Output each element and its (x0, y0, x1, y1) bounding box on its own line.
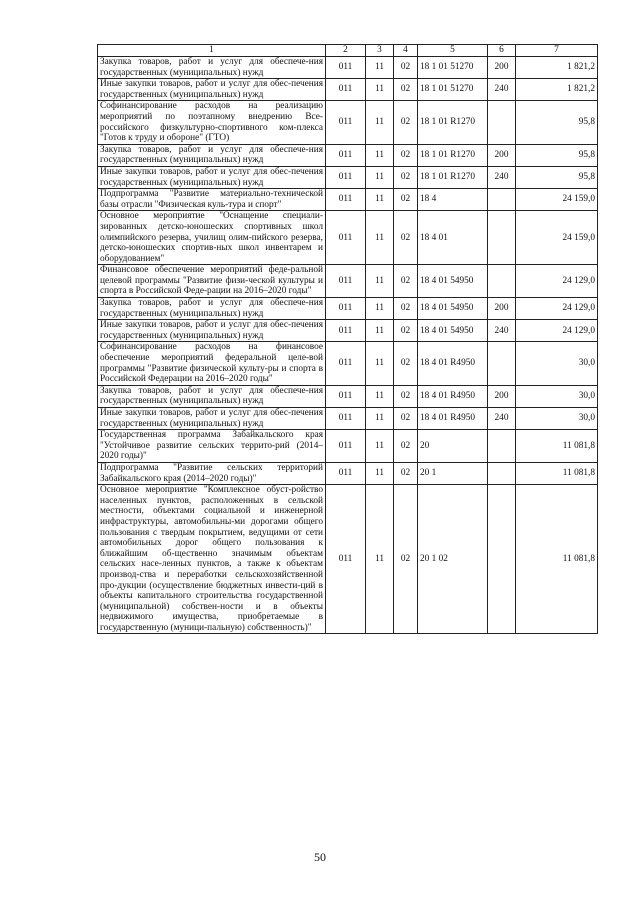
row-grbs-code: 011 (326, 342, 366, 385)
row-target-article: 18 1 01 R1270 (418, 101, 488, 144)
row-target-article: 20 1 02 (418, 485, 488, 634)
row-amount: 11 081,8 (516, 485, 598, 634)
row-amount: 1 821,2 (516, 57, 598, 79)
row-subsection-code: 02 (394, 101, 418, 144)
row-grbs-code: 011 (326, 144, 366, 166)
table-row (98, 342, 598, 385)
row-section-code: 11 (366, 101, 394, 144)
table-row (98, 385, 598, 407)
row-amount: 95,8 (516, 166, 598, 188)
row-section-code: 11 (366, 485, 394, 634)
row-expense-type (488, 265, 516, 298)
row-grbs-code: 011 (326, 211, 366, 265)
row-amount: 1 821,2 (516, 79, 598, 101)
row-grbs-code: 011 (326, 166, 366, 188)
row-grbs-code: 011 (326, 408, 366, 430)
row-section-code: 11 (366, 211, 394, 265)
row-grbs-code: 011 (326, 298, 366, 320)
page-number: 50 (314, 850, 326, 864)
row-amount: 24 129,0 (516, 298, 598, 320)
row-target-article: 18 4 01 R4950 (418, 385, 488, 407)
row-section-code: 11 (366, 79, 394, 101)
header-col-6: 6 (488, 45, 516, 57)
header-col-3: 3 (366, 45, 394, 57)
row-expense-type (488, 342, 516, 385)
row-expense-type: 200 (488, 298, 516, 320)
row-expense-type (488, 211, 516, 265)
table-row (98, 79, 598, 101)
row-grbs-code: 011 (326, 462, 366, 484)
row-amount: 30,0 (516, 408, 598, 430)
header-col-2: 2 (326, 45, 366, 57)
row-expense-type (488, 430, 516, 463)
row-amount: 24 159,0 (516, 211, 598, 265)
row-section-code: 11 (366, 385, 394, 407)
row-expense-type: 200 (488, 144, 516, 166)
header-col-7: 7 (516, 45, 598, 57)
row-expense-type (488, 101, 516, 144)
row-name: Иные закупки товаров, работ и услуг для обес-печения государственных (муниципальных) нужд (98, 166, 326, 188)
row-name: Основное мероприятие "Комплексное обуст-ройство населенных пунктов, расположенных в сельской местности, объектами социальной и инженерной инфраструктуры, автомобильны-ми дорогами общего пользования с твердым покрытием, ведущими от сети автомобильных дорог общего пользования к ближайшим об-щественно значимым объектам сельских насе-ленных пунктов, а также к объектам производ-ства и переработки сельскохозяйственной про-дукции (осуществление бюджетных инвести-ций в объекты капитального строительства государственной (муниципальной) собствен-ности и в объекты недвижимого имущества, приобретаемые в государственную (муници-пальную) собственность)" (98, 485, 326, 634)
row-name: Софинансирование расходов на реализацию мероприятий по поэтапному внедрению Все-российского физкультурно-спортивного ком-плекса "Готов к труду и обороне" (ГТО) (98, 101, 326, 144)
header-col-1: 1 (98, 45, 326, 57)
row-name: Финансовое обеспечение мероприятий феде-ральной целевой программы "Развитие физи-ческой культуры и спорта в Российской Феде-рации на 2016–2020 годы" (98, 265, 326, 298)
row-section-code: 11 (366, 342, 394, 385)
row-target-article: 18 1 01 51270 (418, 57, 488, 79)
row-section-code: 11 (366, 408, 394, 430)
table-header-row (98, 45, 598, 57)
row-amount: 30,0 (516, 342, 598, 385)
row-expense-type: 240 (488, 408, 516, 430)
table-row (98, 320, 598, 342)
table-row (98, 211, 598, 265)
row-subsection-code: 02 (394, 298, 418, 320)
row-target-article: 18 4 01 54950 (418, 298, 488, 320)
row-subsection-code: 02 (394, 144, 418, 166)
row-amount: 95,8 (516, 144, 598, 166)
table-row (98, 265, 598, 298)
row-target-article: 20 (418, 430, 488, 463)
row-grbs-code: 011 (326, 79, 366, 101)
table-row (98, 298, 598, 320)
row-target-article: 18 4 01 R4950 (418, 408, 488, 430)
row-amount: 30,0 (516, 385, 598, 407)
row-name: Иные закупки товаров, работ и услуг для обес-печения государственных (муниципальных) нужд (98, 408, 326, 430)
row-name: Иные закупки товаров, работ и услуг для обес-печения государственных (муниципальных) нужд (98, 79, 326, 101)
table-row (98, 430, 598, 463)
row-expense-type: 200 (488, 57, 516, 79)
row-section-code: 11 (366, 166, 394, 188)
table-row (98, 144, 598, 166)
row-section-code: 11 (366, 189, 394, 211)
table-row (98, 57, 598, 79)
row-target-article: 18 4 01 54950 (418, 265, 488, 298)
row-expense-type (488, 462, 516, 484)
row-subsection-code: 02 (394, 166, 418, 188)
row-grbs-code: 011 (326, 265, 366, 298)
row-name: Закупка товаров, работ и услуг для обеспече-ния государственных (муниципальных) нужд (98, 57, 326, 79)
row-expense-type: 200 (488, 385, 516, 407)
budget-table (97, 44, 598, 634)
row-grbs-code: 011 (326, 430, 366, 463)
row-section-code: 11 (366, 57, 394, 79)
row-expense-type: 240 (488, 166, 516, 188)
table-body (98, 57, 598, 634)
row-section-code: 11 (366, 430, 394, 463)
header-col-5: 5 (418, 45, 488, 57)
row-name: Иные закупки товаров, работ и услуг для обес-печения государственных (муниципальных) нужд (98, 320, 326, 342)
row-subsection-code: 02 (394, 211, 418, 265)
table-row (98, 189, 598, 211)
row-expense-type (488, 189, 516, 211)
row-subsection-code: 02 (394, 485, 418, 634)
row-grbs-code: 011 (326, 101, 366, 144)
row-grbs-code: 011 (326, 385, 366, 407)
row-subsection-code: 02 (394, 189, 418, 211)
row-target-article: 18 1 01 R1270 (418, 166, 488, 188)
row-subsection-code: 02 (394, 57, 418, 79)
row-amount: 95,8 (516, 101, 598, 144)
row-target-article: 18 4 01 R4950 (418, 342, 488, 385)
row-name: Государственная программа Забайкальского края "Устойчивое развитие сельских террито-рий (2014–2020 годы)" (98, 430, 326, 463)
row-subsection-code: 02 (394, 79, 418, 101)
row-target-article: 20 1 (418, 462, 488, 484)
row-target-article: 18 1 01 R1270 (418, 144, 488, 166)
header-col-4: 4 (394, 45, 418, 57)
row-section-code: 11 (366, 462, 394, 484)
row-section-code: 11 (366, 144, 394, 166)
row-subsection-code: 02 (394, 342, 418, 385)
row-grbs-code: 011 (326, 320, 366, 342)
row-amount: 24 129,0 (516, 320, 598, 342)
row-subsection-code: 02 (394, 408, 418, 430)
row-amount: 24 159,0 (516, 189, 598, 211)
row-expense-type (488, 485, 516, 634)
row-name: Подпрограмма "Развитие материально-технической базы отрасли "Физическая куль-тура и спорт" (98, 189, 326, 211)
row-subsection-code: 02 (394, 265, 418, 298)
row-section-code: 11 (366, 298, 394, 320)
row-name: Закупка товаров, работ и услуг для обеспече-ния государственных (муниципальных) нужд (98, 298, 326, 320)
row-section-code: 11 (366, 265, 394, 298)
row-subsection-code: 02 (394, 462, 418, 484)
row-name: Основное мероприятие "Оснащение специали-зированных детско-юношеских спортивных школ олимпийского резерва, училищ олим-пийского резерва, детско-юношеских спортив-ных школ инвентарем и оборудованием" (98, 211, 326, 265)
row-subsection-code: 02 (394, 320, 418, 342)
row-subsection-code: 02 (394, 385, 418, 407)
table-row (98, 462, 598, 484)
row-name: Софинансирование расходов на финансовое обеспечение мероприятий федеральной целе-вой программы "Развитие физической культу-ры и спорта в Российской Федерации на 2016–2020 годы" (98, 342, 326, 385)
row-grbs-code: 011 (326, 485, 366, 634)
row-expense-type: 240 (488, 79, 516, 101)
row-target-article: 18 4 01 (418, 211, 488, 265)
table-row (98, 166, 598, 188)
row-grbs-code: 011 (326, 57, 366, 79)
table-row (98, 485, 598, 634)
row-grbs-code: 011 (326, 189, 366, 211)
row-section-code: 11 (366, 320, 394, 342)
row-amount: 11 081,8 (516, 430, 598, 463)
row-name: Закупка товаров, работ и услуг для обеспече-ния государственных (муниципальных) нужд (98, 144, 326, 166)
row-amount: 11 081,8 (516, 462, 598, 484)
table-row (98, 408, 598, 430)
row-target-article: 18 1 01 51270 (418, 79, 488, 101)
row-amount: 24 129,0 (516, 265, 598, 298)
row-name: Закупка товаров, работ и услуг для обеспече-ния государственных (муниципальных) нужд (98, 385, 326, 407)
row-target-article: 18 4 01 54950 (418, 320, 488, 342)
row-subsection-code: 02 (394, 430, 418, 463)
table-row (98, 101, 598, 144)
row-target-article: 18 4 (418, 189, 488, 211)
row-name: Подпрограмма "Развитие сельских территорий Забайкальского края (2014–2020 годы)" (98, 462, 326, 484)
row-expense-type: 240 (488, 320, 516, 342)
